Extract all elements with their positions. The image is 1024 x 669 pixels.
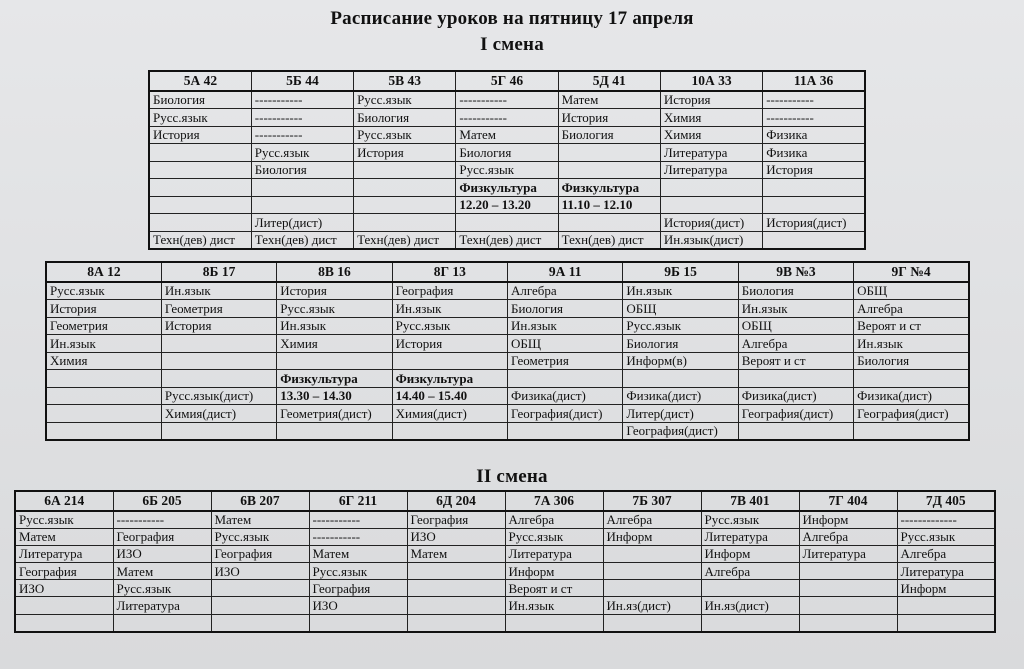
lesson-cell — [277, 422, 392, 440]
lesson-cell: История — [763, 161, 865, 179]
lesson-row — [46, 405, 969, 423]
lesson-cell — [251, 179, 353, 197]
lesson-cell: ИЗО — [15, 580, 113, 597]
lesson-cell: Ин.язык — [623, 282, 738, 300]
lesson-row — [46, 422, 969, 440]
lesson-cell: ИЗО — [211, 563, 309, 580]
lesson-cell: Физика — [763, 126, 865, 144]
lesson-cell: ----------- — [763, 91, 865, 109]
lesson-cell: Русс.язык(дист) — [161, 387, 276, 405]
lesson-cell — [854, 370, 969, 388]
lesson-cell: 14.40 – 15.40 — [392, 387, 507, 405]
lesson-cell: 12.20 – 13.20 — [456, 196, 558, 214]
class-header: 5В 43 — [354, 71, 456, 91]
lesson-row — [149, 179, 865, 197]
lesson-cell: ----------- — [309, 528, 407, 545]
lesson-row — [46, 370, 969, 388]
lesson-cell: История — [558, 109, 660, 127]
lesson-row — [149, 144, 865, 162]
lesson-cell — [277, 352, 392, 370]
lesson-cell: Алгебра — [508, 282, 623, 300]
lesson-cell — [46, 405, 161, 423]
class-header: 9Г №4 — [854, 262, 969, 282]
lesson-cell: География — [309, 580, 407, 597]
lesson-cell: Техн(дев) дист — [354, 231, 456, 249]
lesson-cell: Химия — [277, 335, 392, 353]
lesson-cell: Русс.язык — [354, 126, 456, 144]
lesson-row — [15, 511, 995, 529]
lesson-cell: Алгебра — [799, 528, 897, 545]
lesson-cell: Ин.язык — [392, 300, 507, 318]
lesson-cell — [407, 614, 505, 632]
lesson-cell: Алгебра — [854, 300, 969, 318]
lesson-cell: Русс.язык — [15, 511, 113, 529]
lesson-cell — [558, 144, 660, 162]
lesson-cell — [149, 214, 251, 232]
class-header: 9А 11 — [508, 262, 623, 282]
lesson-row — [149, 109, 865, 127]
lesson-row — [46, 335, 969, 353]
lesson-cell: Литература — [660, 144, 762, 162]
lesson-cell — [738, 422, 853, 440]
lesson-cell: Физкультура — [456, 179, 558, 197]
lesson-cell: ----------- — [251, 91, 353, 109]
lesson-cell: ОБЩ — [623, 300, 738, 318]
lesson-cell: Биология — [354, 109, 456, 127]
lesson-cell: Алгебра — [897, 545, 995, 562]
lesson-cell: ----------- — [456, 109, 558, 127]
lesson-cell — [799, 563, 897, 580]
lesson-cell — [505, 614, 603, 632]
lesson-cell — [508, 370, 623, 388]
lesson-cell — [799, 614, 897, 632]
lesson-cell — [149, 179, 251, 197]
lesson-cell: Ин.яз(дист) — [701, 597, 799, 614]
lesson-cell — [603, 563, 701, 580]
shift-2-table-grades-6-7 — [14, 490, 996, 633]
lesson-cell — [799, 580, 897, 597]
lesson-cell: ОБЩ — [508, 335, 623, 353]
lesson-cell: Вероят и ст — [505, 580, 603, 597]
lesson-cell: ИЗО — [113, 545, 211, 562]
class-header: 6Д 204 — [407, 491, 505, 511]
class-header: 5А 42 — [149, 71, 251, 91]
lesson-cell: Русс.язык — [623, 317, 738, 335]
lesson-row — [149, 126, 865, 144]
lesson-cell: Вероят и ст — [738, 352, 853, 370]
lesson-cell: Техн(дев) дист — [251, 231, 353, 249]
lesson-cell — [660, 196, 762, 214]
lesson-cell — [623, 370, 738, 388]
lesson-cell: Биология — [149, 91, 251, 109]
lesson-cell: Физкультура — [558, 179, 660, 197]
lesson-row — [46, 352, 969, 370]
lesson-cell — [660, 179, 762, 197]
lesson-cell — [407, 597, 505, 614]
lesson-cell: Химия(дист) — [392, 405, 507, 423]
lesson-cell — [456, 214, 558, 232]
lesson-cell: Геометрия(дист) — [277, 405, 392, 423]
lesson-cell: ОБЩ — [738, 317, 853, 335]
lesson-cell: Ин.язык — [277, 317, 392, 335]
lesson-cell: Литература — [897, 563, 995, 580]
lesson-cell: Биология — [854, 352, 969, 370]
lesson-cell — [701, 580, 799, 597]
lesson-cell: Алгебра — [505, 511, 603, 529]
lesson-cell — [309, 614, 407, 632]
lesson-row — [15, 580, 995, 597]
lesson-cell: ----------- — [251, 126, 353, 144]
class-header: 9В №3 — [738, 262, 853, 282]
lesson-cell: Ин.язык(дист) — [660, 231, 762, 249]
lesson-cell — [149, 196, 251, 214]
lesson-row — [15, 545, 995, 562]
lesson-cell: Русс.язык — [354, 91, 456, 109]
lesson-row — [46, 282, 969, 300]
lesson-cell: Физика(дист) — [738, 387, 853, 405]
lesson-cell — [211, 614, 309, 632]
lesson-cell: История — [46, 300, 161, 318]
lesson-cell: Ин.язык — [738, 300, 853, 318]
lesson-cell: Химия — [46, 352, 161, 370]
class-header: 8Г 13 — [392, 262, 507, 282]
lesson-cell: Русс.язык — [277, 300, 392, 318]
lesson-cell: Алгебра — [738, 335, 853, 353]
lesson-cell: ОБЩ — [854, 282, 969, 300]
lesson-cell: Литература — [15, 545, 113, 562]
page-title: Расписание уроков на пятницу 17 апреля — [330, 8, 694, 29]
lesson-cell: География(дист) — [623, 422, 738, 440]
lesson-cell: Информ(в) — [623, 352, 738, 370]
lesson-cell — [15, 597, 113, 614]
lesson-cell — [799, 597, 897, 614]
lesson-cell — [211, 580, 309, 597]
lesson-cell: Ин.язык — [508, 317, 623, 335]
lesson-cell: История(дист) — [660, 214, 762, 232]
lesson-cell: Физкультура — [392, 370, 507, 388]
lesson-cell: Химия(дист) — [161, 405, 276, 423]
lesson-cell: Алгебра — [603, 511, 701, 529]
shift-1-table-grades-5-11 — [148, 70, 866, 250]
lesson-cell: Литература — [113, 597, 211, 614]
class-header: 8Б 17 — [161, 262, 276, 282]
lesson-cell — [763, 179, 865, 197]
lesson-cell — [149, 144, 251, 162]
lesson-cell: Техн(дев) дист — [149, 231, 251, 249]
lesson-cell — [407, 563, 505, 580]
lesson-cell — [15, 614, 113, 632]
lesson-cell — [854, 422, 969, 440]
lesson-cell: Русс.язык — [309, 563, 407, 580]
lesson-cell: Литер(дист) — [251, 214, 353, 232]
lesson-cell: Физика(дист) — [854, 387, 969, 405]
lesson-cell — [354, 196, 456, 214]
lesson-cell: Биология — [456, 144, 558, 162]
shift-2-heading: II смена — [476, 466, 548, 487]
class-header: 5Д 41 — [558, 71, 660, 91]
lesson-cell: Вероят и ст — [854, 317, 969, 335]
lesson-cell: Биология — [623, 335, 738, 353]
lesson-cell — [161, 422, 276, 440]
lesson-cell — [46, 370, 161, 388]
class-header: 7В 401 — [701, 491, 799, 511]
lesson-cell: История — [660, 91, 762, 109]
lesson-cell — [603, 614, 701, 632]
lesson-cell — [392, 352, 507, 370]
lesson-cell — [149, 161, 251, 179]
lesson-cell: Информ — [505, 563, 603, 580]
lesson-row — [46, 317, 969, 335]
lesson-cell: Геометрия — [46, 317, 161, 335]
lesson-row — [149, 214, 865, 232]
lesson-cell: История — [354, 144, 456, 162]
lesson-cell: Русс.язык — [897, 528, 995, 545]
lesson-cell — [508, 422, 623, 440]
class-header: 6А 214 — [15, 491, 113, 511]
lesson-cell: Матем — [309, 545, 407, 562]
lesson-row — [149, 196, 865, 214]
lesson-cell — [161, 335, 276, 353]
lesson-cell — [738, 370, 853, 388]
lesson-cell: Литература — [660, 161, 762, 179]
lesson-cell: История — [277, 282, 392, 300]
lesson-cell: Русс.язык — [456, 161, 558, 179]
lesson-cell — [251, 196, 353, 214]
lesson-cell — [46, 422, 161, 440]
shift-1-table-grades-8-9 — [45, 261, 970, 441]
lesson-cell: География — [392, 282, 507, 300]
lesson-cell — [603, 580, 701, 597]
lesson-cell: Геометрия — [508, 352, 623, 370]
lesson-cell — [897, 597, 995, 614]
lesson-cell: Матем — [407, 545, 505, 562]
header-row — [46, 262, 969, 282]
class-header: 7Д 405 — [897, 491, 995, 511]
lesson-cell — [558, 214, 660, 232]
lesson-cell: Русс.язык — [149, 109, 251, 127]
class-header: 6Г 211 — [309, 491, 407, 511]
lesson-row — [15, 528, 995, 545]
lesson-cell: Биология — [558, 126, 660, 144]
lesson-cell: ИЗО — [407, 528, 505, 545]
lesson-cell: Матем — [15, 528, 113, 545]
lesson-cell: География(дист) — [854, 405, 969, 423]
header-row — [15, 491, 995, 511]
lesson-cell: Физкультура — [277, 370, 392, 388]
lesson-cell: Литература — [799, 545, 897, 562]
class-header: 10А 33 — [660, 71, 762, 91]
lesson-cell: Русс.язык — [211, 528, 309, 545]
lesson-cell — [161, 352, 276, 370]
lesson-cell: География(дист) — [738, 405, 853, 423]
lesson-row — [149, 231, 865, 249]
lesson-cell — [763, 231, 865, 249]
lesson-cell: ----------- — [113, 511, 211, 529]
lesson-cell — [161, 370, 276, 388]
lesson-cell: Матем — [113, 563, 211, 580]
lesson-cell — [211, 597, 309, 614]
lesson-cell: Геометрия — [161, 300, 276, 318]
lesson-cell — [113, 614, 211, 632]
lesson-cell: 11.10 – 12.10 — [558, 196, 660, 214]
lesson-cell — [603, 545, 701, 562]
lesson-cell: География(дист) — [508, 405, 623, 423]
lesson-cell: Ин.язык — [854, 335, 969, 353]
lesson-row — [149, 91, 865, 109]
lesson-cell: География — [113, 528, 211, 545]
class-header: 7Б 307 — [603, 491, 701, 511]
lesson-cell: ИЗО — [309, 597, 407, 614]
class-header: 8А 12 — [46, 262, 161, 282]
lesson-cell — [46, 387, 161, 405]
lesson-cell — [392, 422, 507, 440]
lesson-cell: Биология — [738, 282, 853, 300]
lesson-cell: Русс.язык — [251, 144, 353, 162]
lesson-cell: Литература — [505, 545, 603, 562]
lesson-row — [46, 300, 969, 318]
lesson-cell: История — [392, 335, 507, 353]
lesson-cell: Русс.язык — [701, 511, 799, 529]
lesson-cell: Ин.язык — [46, 335, 161, 353]
lesson-cell: Физика(дист) — [623, 387, 738, 405]
lesson-cell: ----------- — [309, 511, 407, 529]
lesson-cell — [763, 196, 865, 214]
lesson-cell: Русс.язык — [505, 528, 603, 545]
lesson-cell: История(дист) — [763, 214, 865, 232]
lesson-cell: География — [407, 511, 505, 529]
lesson-cell: Биология — [251, 161, 353, 179]
lesson-cell: ----------- — [763, 109, 865, 127]
lesson-cell: Матем — [456, 126, 558, 144]
lesson-cell: Литер(дист) — [623, 405, 738, 423]
lesson-cell: Биология — [508, 300, 623, 318]
lesson-cell: География — [15, 563, 113, 580]
lesson-cell: Химия — [660, 126, 762, 144]
lesson-cell: Информ — [701, 545, 799, 562]
lesson-cell: Алгебра — [701, 563, 799, 580]
lesson-cell — [558, 161, 660, 179]
class-header: 7А 306 — [505, 491, 603, 511]
lesson-cell: ----------- — [456, 91, 558, 109]
class-header: 9Б 15 — [623, 262, 738, 282]
lesson-cell — [354, 161, 456, 179]
lesson-cell: Литература — [701, 528, 799, 545]
class-header: 8В 16 — [277, 262, 392, 282]
lesson-row — [15, 563, 995, 580]
lesson-cell: Химия — [660, 109, 762, 127]
lesson-cell: Матем — [211, 511, 309, 529]
lesson-cell: Техн(дев) дист — [456, 231, 558, 249]
lesson-cell — [701, 614, 799, 632]
lesson-cell: 13.30 – 14.30 — [277, 387, 392, 405]
lesson-row — [15, 597, 995, 614]
lesson-cell: Информ — [799, 511, 897, 529]
lesson-cell: Информ — [603, 528, 701, 545]
lesson-cell: История — [149, 126, 251, 144]
lesson-cell: Физика — [763, 144, 865, 162]
header-row — [149, 71, 865, 91]
lesson-row — [46, 387, 969, 405]
lesson-cell: Русс.язык — [392, 317, 507, 335]
lesson-cell — [354, 179, 456, 197]
lesson-cell: Ин.язык — [161, 282, 276, 300]
class-header: 5Б 44 — [251, 71, 353, 91]
class-header: 7Г 404 — [799, 491, 897, 511]
shift-1-heading: I смена — [480, 34, 544, 55]
class-header: 6В 207 — [211, 491, 309, 511]
lesson-cell: Информ — [897, 580, 995, 597]
lesson-cell — [897, 614, 995, 632]
lesson-cell: ----------- — [251, 109, 353, 127]
lesson-cell: География — [211, 545, 309, 562]
lesson-cell: Русс.язык — [46, 282, 161, 300]
lesson-cell — [407, 580, 505, 597]
lesson-cell: Физика(дист) — [508, 387, 623, 405]
lesson-cell: Ин.язык — [505, 597, 603, 614]
lesson-row — [15, 614, 995, 632]
lesson-cell: Ин.яз(дист) — [603, 597, 701, 614]
lesson-cell: Матем — [558, 91, 660, 109]
class-header: 5Г 46 — [456, 71, 558, 91]
lesson-cell: ------------- — [897, 511, 995, 529]
class-header: 6Б 205 — [113, 491, 211, 511]
lesson-cell: История — [161, 317, 276, 335]
class-header: 11А 36 — [763, 71, 865, 91]
lesson-cell: Русс.язык — [113, 580, 211, 597]
lesson-cell: Техн(дев) дист — [558, 231, 660, 249]
lesson-cell — [354, 214, 456, 232]
lesson-row — [149, 161, 865, 179]
